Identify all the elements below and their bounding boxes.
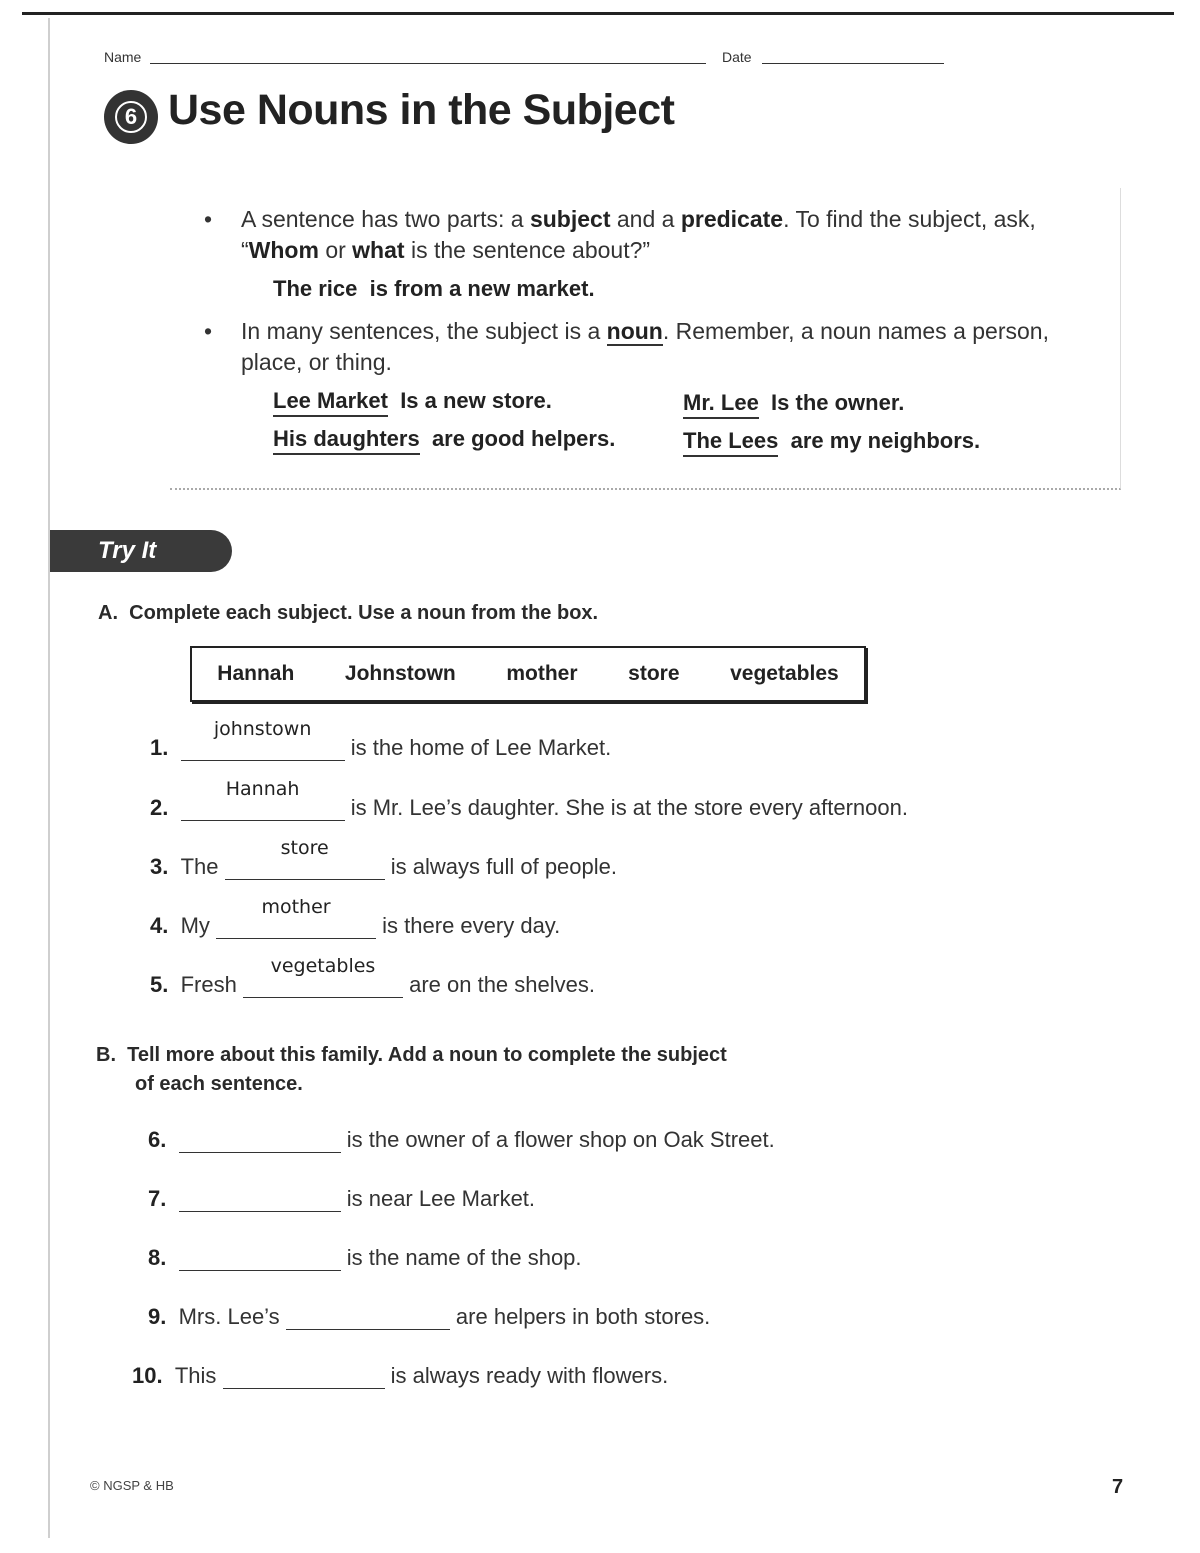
section-letter: B.	[96, 1044, 116, 1066]
item-lead-word: Fresh	[180, 972, 237, 997]
item-text: is there every day.	[382, 913, 561, 938]
item-text: is near Lee Market.	[346, 1186, 536, 1211]
text: is the sentence about?”	[404, 237, 651, 263]
item-text: are helpers in both stores.	[455, 1304, 711, 1329]
item-number: 5.	[150, 972, 169, 997]
example-predicate: is from a new market	[369, 276, 589, 301]
period: .	[609, 426, 616, 451]
term-predicate: predicate	[680, 206, 784, 232]
exercise-item-7	[148, 1185, 535, 1212]
text: In many sentences, the subject is a	[241, 318, 607, 344]
item-text: is the owner of a flower shop on Oak Street.	[346, 1127, 775, 1152]
page-title: Use Nouns in the Subject	[168, 86, 675, 134]
text: or	[318, 237, 353, 263]
date-line[interactable]	[762, 63, 944, 64]
word-option: vegetables	[730, 662, 839, 685]
word-option: Hannah	[217, 662, 295, 685]
top-rule	[22, 12, 1174, 15]
exercise-item-10	[132, 1362, 668, 1389]
answer-blank[interactable]	[179, 1244, 341, 1271]
handwritten-answer: mother	[261, 896, 331, 918]
example-sentence-1	[273, 276, 595, 302]
example-sentence-5	[683, 428, 980, 454]
text: . To find the subject, ask, “	[241, 206, 1036, 263]
example-subject: Mr. Lee	[683, 390, 759, 419]
exercise-item-9	[148, 1303, 710, 1330]
exercise-item-1	[150, 718, 612, 761]
name-line[interactable]	[150, 63, 706, 64]
handwritten-answer: vegetables	[270, 955, 376, 977]
binding-edge	[48, 18, 50, 1538]
example-subject: The Lees	[683, 428, 778, 457]
example-predicate: are good helpers	[431, 426, 610, 451]
item-number: 6.	[148, 1127, 167, 1152]
example-sentence-3	[683, 390, 904, 416]
answer-blank[interactable]	[179, 1185, 341, 1212]
exercise-item-4	[150, 896, 561, 939]
copyright: © NGSP & HB	[90, 1478, 174, 1493]
bullet-dot-2: •	[204, 318, 213, 344]
answer-blank[interactable]	[286, 1303, 450, 1330]
item-text: is the name of the shop.	[346, 1245, 582, 1270]
period: .	[974, 428, 981, 453]
section-letter: A.	[98, 602, 118, 624]
try-it-tab	[50, 530, 232, 572]
term-noun: noun	[606, 318, 663, 344]
term-whom: Whom	[248, 237, 319, 263]
period: .	[898, 390, 905, 415]
word-option: Johnstown	[344, 662, 456, 685]
section-b-heading-cont: of each sentence.	[135, 1073, 303, 1095]
name-label: Name	[104, 49, 142, 65]
item-number: 1.	[150, 735, 169, 760]
answer-blank[interactable]	[243, 955, 403, 998]
item-text: are on the shelves.	[409, 972, 595, 997]
exercise-item-5	[150, 955, 595, 998]
period: .	[545, 388, 552, 413]
section-a-heading	[98, 602, 598, 625]
item-number: 8.	[148, 1245, 167, 1270]
section-b-heading	[96, 1044, 727, 1067]
section-instruction: Tell more about this family. Add a noun to complete the subject	[127, 1044, 727, 1066]
example-sentence-4	[273, 426, 615, 452]
item-number: 10.	[132, 1363, 163, 1388]
handwritten-answer: store	[280, 837, 329, 859]
example-predicate: Is a new store	[400, 388, 546, 413]
exercise-item-3	[150, 837, 617, 880]
answer-blank[interactable]	[181, 778, 345, 821]
item-text: is always full of people.	[390, 854, 617, 879]
rule-bullet-2	[241, 316, 1071, 378]
item-lead-word: Mrs. Lee’s	[178, 1304, 280, 1329]
word-option: store	[628, 662, 680, 685]
answer-blank[interactable]	[223, 1362, 385, 1389]
item-number: 4.	[150, 913, 169, 938]
example-predicate: Is the owner	[771, 390, 899, 415]
example-predicate: are my neighbors	[790, 428, 974, 453]
exercise-item-6	[148, 1126, 775, 1153]
page-number: 7	[1112, 1476, 1124, 1498]
word-option: mother	[506, 662, 578, 685]
answer-blank[interactable]	[181, 718, 345, 761]
item-text: is Mr. Lee’s daughter. She is at the store every afternoon.	[350, 795, 908, 820]
item-lead-word: My	[180, 913, 210, 938]
handwritten-answer: johnstown	[213, 718, 312, 740]
handwritten-answer: Hannah	[225, 778, 300, 800]
answer-blank[interactable]	[179, 1126, 341, 1153]
section-instruction: Complete each subject. Use a noun from the box.	[129, 602, 599, 624]
term-subject: subject	[529, 206, 611, 232]
date-label: Date	[722, 49, 752, 65]
example-sentence-2	[273, 388, 552, 414]
item-number: 7.	[148, 1186, 167, 1211]
item-number: 9.	[148, 1304, 167, 1329]
answer-blank[interactable]	[225, 837, 385, 880]
rule-bullet-1	[241, 204, 1101, 266]
try-it-label: Try It	[98, 537, 157, 564]
item-lead-word: The	[180, 854, 219, 879]
exercise-item-2	[150, 778, 908, 821]
answer-blank[interactable]	[216, 896, 376, 939]
item-lead-word: This	[174, 1363, 217, 1388]
example-subject: The rice	[273, 276, 358, 301]
item-number: 2.	[150, 795, 169, 820]
bullet-dot-1: •	[204, 206, 213, 232]
item-text: is always ready with flowers.	[390, 1363, 669, 1388]
period: .	[588, 276, 595, 301]
item-text: is the home of Lee Market.	[350, 735, 612, 760]
term-what: what	[352, 237, 405, 263]
text: . Remember, a noun names a person, place, or thing.	[241, 318, 1049, 375]
text: and a	[610, 206, 681, 232]
example-subject: Lee Market	[273, 388, 388, 417]
item-number: 3.	[150, 854, 169, 879]
text: A sentence has two parts: a	[241, 206, 530, 232]
lesson-number: 6	[115, 101, 147, 133]
word-box	[190, 646, 866, 702]
example-subject: His daughters	[273, 426, 420, 455]
exercise-item-8	[148, 1244, 582, 1271]
lesson-number-badge	[104, 90, 158, 144]
